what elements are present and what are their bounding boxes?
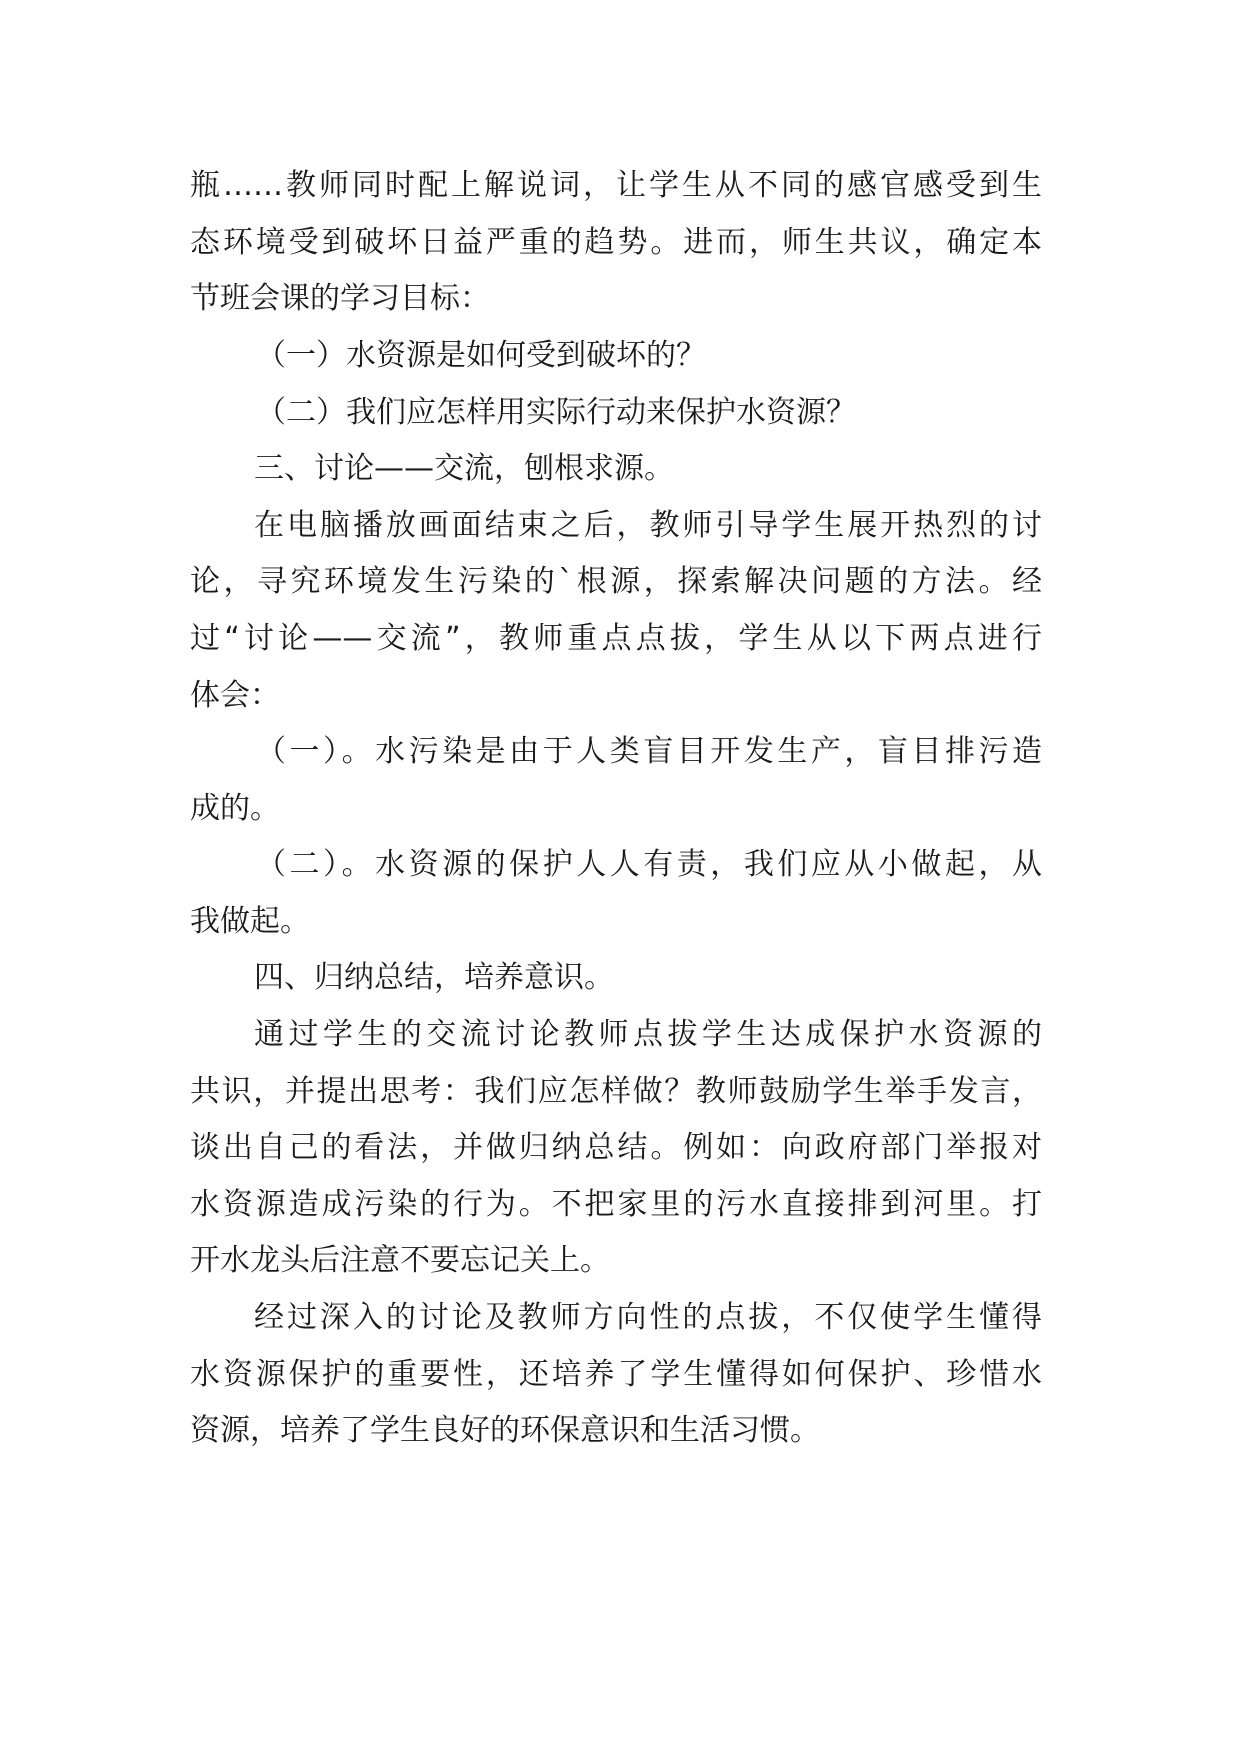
objective-item: （一）水资源是如何受到破坏的？: [256, 338, 706, 373]
body-text-line: 成的。: [190, 791, 280, 826]
body-text-line: 通过学生的交流讨论教师点拔学生达成保护水资源的: [254, 1017, 1042, 1052]
list-item: （一）。水污染是由于人类盲目开发生产，盲目排污造: [256, 734, 1042, 769]
section-heading: 三、讨论——交流，刨根求源。: [254, 451, 674, 486]
body-text-line: 经过深入的讨论及教师方向性的点拔，不仅使学生懂得: [254, 1300, 1042, 1335]
body-text-line: 开水龙头后注意不要忘记关上。: [190, 1243, 610, 1278]
body-text-line: 过“讨论——交流”，教师重点点拔，学生从以下两点进行: [190, 621, 1042, 656]
body-text-line: 论，寻究环境发生污染的`根源，探索解决问题的方法。经: [190, 564, 1042, 599]
body-text-line: 我做起。: [190, 904, 310, 939]
body-text-line: 资源，培养了学生良好的环保意识和生活习惯。: [190, 1413, 820, 1448]
body-text-line: 节班会课的学习目标：: [190, 281, 490, 316]
body-text-line: 态环境受到破坏日益严重的趋势。进而，师生共议，确定本: [190, 225, 1042, 260]
objective-item: （二）我们应怎样用实际行动来保护水资源？: [256, 395, 856, 430]
body-text-line: 水资源造成污染的行为。不把家里的污水直接排到河里。打: [190, 1187, 1042, 1222]
body-text-line: 瓶……教师同时配上解说词，让学生从不同的感官感受到生: [190, 168, 1042, 203]
body-text-line: 在电脑播放画面结束之后，教师引导学生展开热烈的讨: [254, 508, 1042, 543]
body-text-line: 谈出自己的看法，并做归纳总结。例如：向政府部门举报对: [190, 1130, 1042, 1165]
body-text-line: 体会：: [190, 678, 280, 713]
body-text-line: 水资源保护的重要性，还培养了学生懂得如何保护、珍惜水: [190, 1357, 1042, 1392]
body-text-line: 共识，并提出思考：我们应怎样做？教师鼓励学生举手发言，: [190, 1074, 1042, 1109]
list-item: （二）。水资源的保护人人有责，我们应从小做起，从: [256, 847, 1042, 882]
section-heading: 四、归纳总结，培养意识。: [254, 960, 614, 995]
